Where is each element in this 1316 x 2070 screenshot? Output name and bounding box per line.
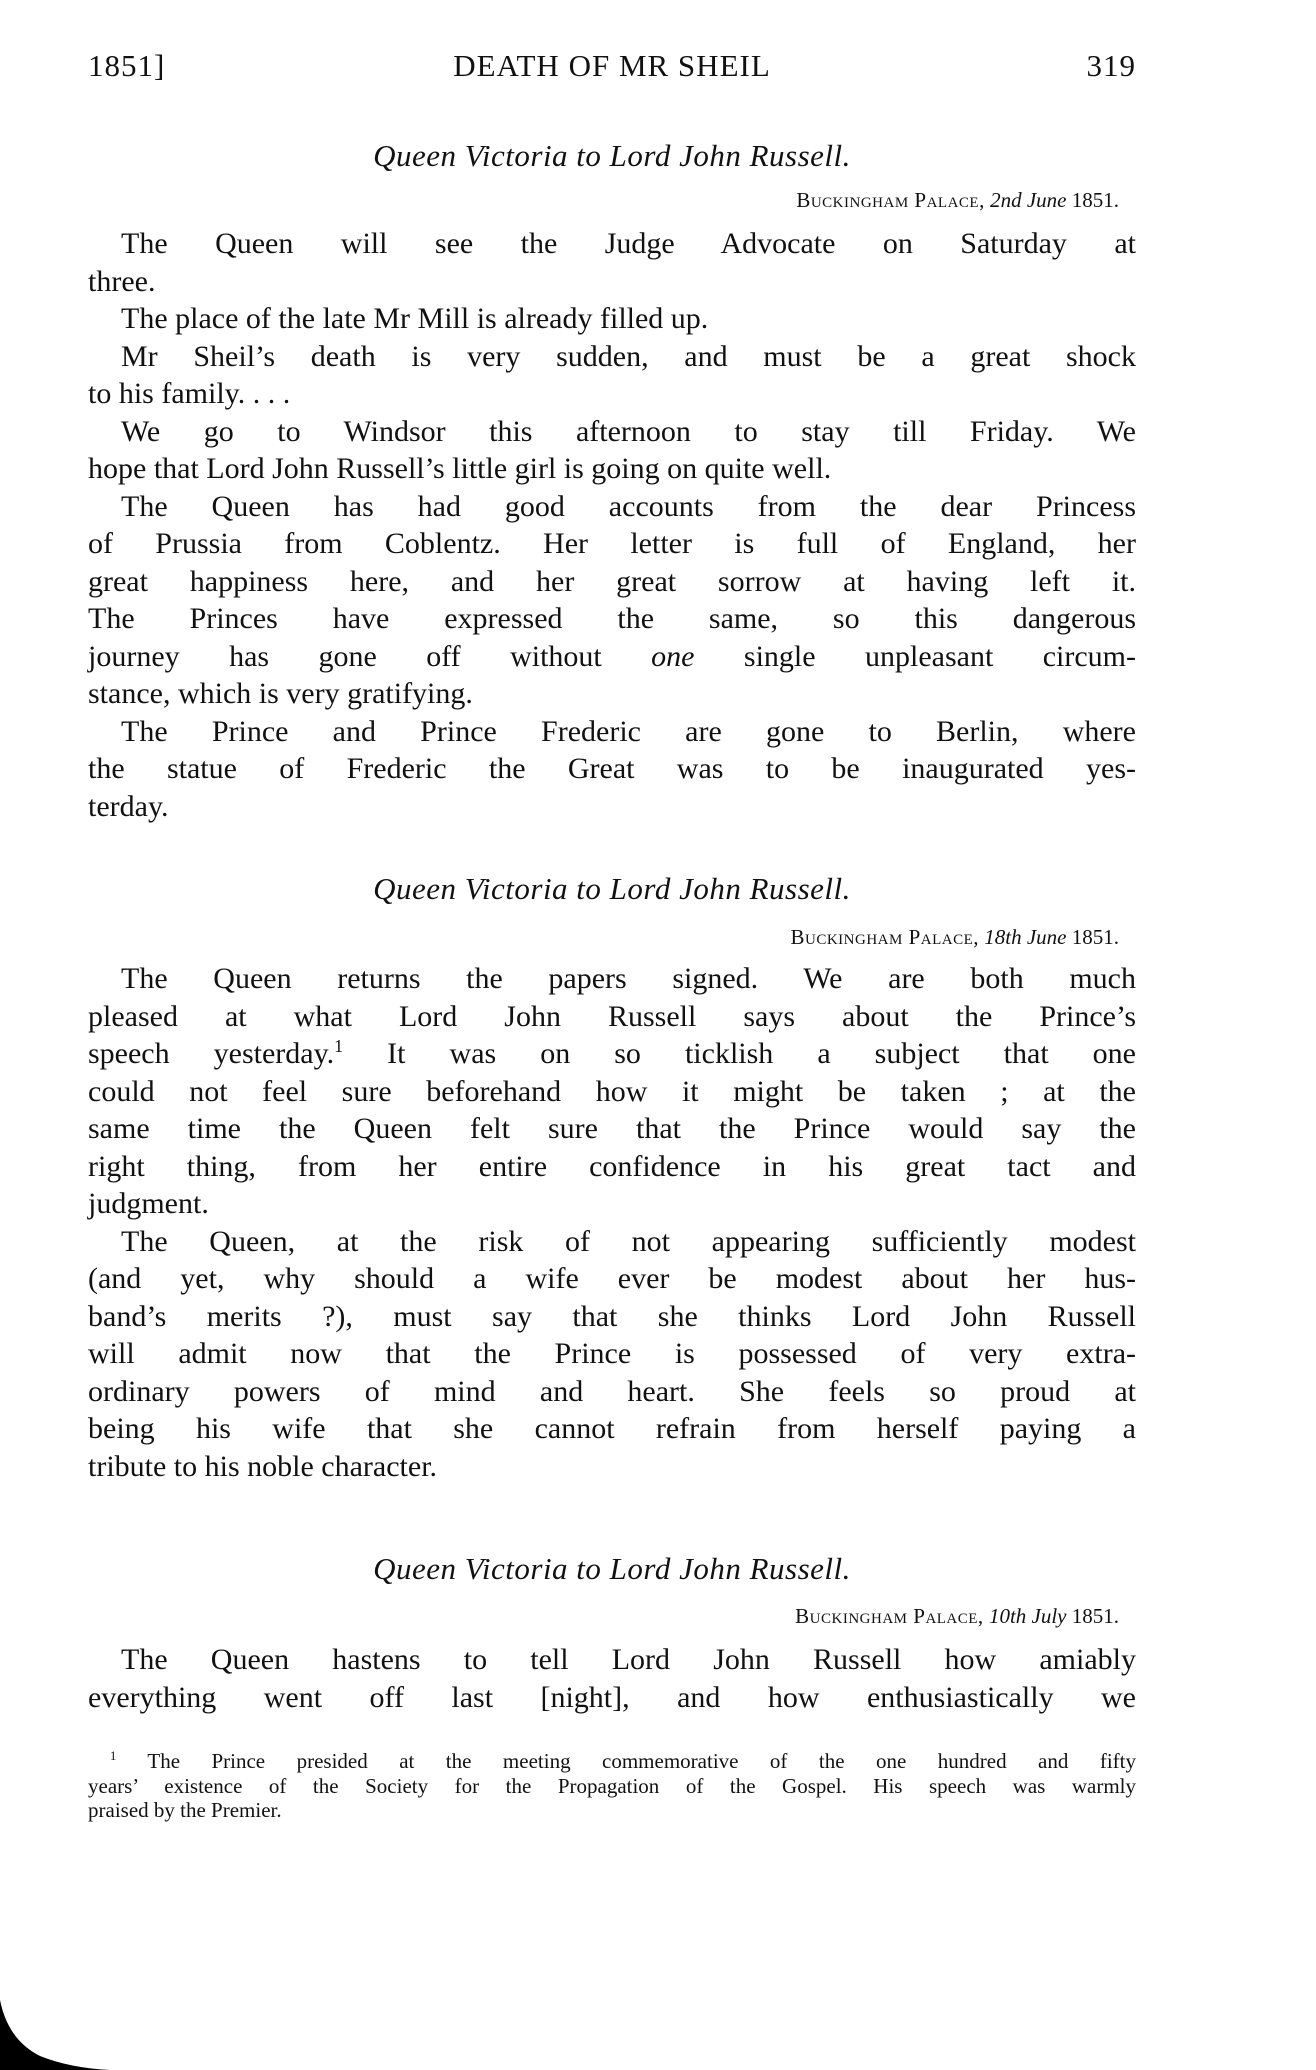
footnote (88, 1749, 1136, 1823)
text-line: terday. (88, 789, 169, 823)
text-line: same time the Queen felt sure that the Prince would say the (88, 1112, 1136, 1145)
text-line: years’ existence of the Society for the Propagation of the Gospel. His speech was warmly (88, 1773, 1136, 1798)
text-line: will admit now that the Prince is possessed of very extra- (88, 1337, 1136, 1370)
text-segment: one (651, 639, 695, 673)
header-title: DEATH OF MR SHEIL (453, 48, 771, 83)
text-line: The Queen has had good accounts from the dear Princess (121, 489, 1136, 523)
text-line: (and yet, why should a wife ever be modest about her hus- (88, 1262, 1136, 1295)
text-segment: journey has gone off without (88, 639, 652, 673)
text-line: the statue of Frederic the Great was to be inaugurated yes- (88, 752, 1136, 785)
text-line: everything went off last [night], and how enthusiastically we (88, 1680, 1136, 1714)
text-line: great happiness here, and her great sorrow at having left it. (88, 564, 1136, 598)
header-year: 1851] (88, 48, 166, 83)
text-line: praised by the Premier. (88, 1798, 282, 1822)
dateline-year: 1851. (1071, 1604, 1119, 1628)
text-line: ordinary powers of mind and heart. She feels so proud at (88, 1374, 1136, 1408)
text-line: The Prince and Prince Frederic are gone to Berlin, where (121, 714, 1136, 748)
letter-1-body (88, 225, 1136, 825)
scan-edge-shadow (0, 1990, 110, 2070)
letter-3-dateline (795, 1604, 1119, 1629)
letter-2-body (88, 960, 1136, 1485)
text-line (88, 638, 1136, 676)
dateline-date: 2nd June (990, 188, 1067, 212)
text-line: of Prussia from Coblentz. Her letter is full of England, her (88, 527, 1136, 560)
text-line: The Queen hastens to tell Lord John Russell how amiably (121, 1643, 1136, 1676)
running-header (88, 48, 1136, 88)
text-line: band’s merits ?), must say that she thinks Lord John Russell (88, 1299, 1136, 1333)
dateline-year: 1851. (1071, 188, 1119, 212)
text-line (88, 1035, 1136, 1073)
text-line: Mr Sheil’s death is very sudden, and must be a great shock (121, 339, 1136, 373)
dateline-place: Buckingham Palace, (796, 188, 985, 212)
dateline-place: Buckingham Palace, (795, 1604, 984, 1628)
dateline-year: 1851. (1071, 925, 1119, 949)
text-line: stance, which is very gratifying. (88, 677, 473, 710)
footnote-marker: 1 (110, 1749, 117, 1763)
letter-1-dateline (796, 188, 1119, 213)
page-number: 319 (1086, 48, 1136, 83)
text-segment: It was on so ticklish a subject that one (343, 1037, 1137, 1070)
text-line: The Princes have expressed the same, so this dangerous (88, 602, 1136, 635)
text-segment: The Prince presided at the meeting commemorative of the one hundred and fifty (116, 1749, 1136, 1773)
text-line: The Queen returns the papers signed. We are both much (121, 962, 1136, 995)
text-line (88, 1749, 1136, 1774)
text-line: The Queen will see the Judge Advocate on Saturday at (121, 227, 1136, 260)
text-line: The place of the late Mr Mill is already filled up. (121, 302, 709, 335)
footnote-marker: 1 (334, 1036, 344, 1056)
text-line: judgment. (88, 1187, 209, 1220)
letter-1-title: Queen Victoria to Lord John Russell. (373, 138, 851, 173)
text-line: We go to Windsor this afternoon to stay till Friday. We (121, 414, 1136, 448)
dateline-place: Buckingham Palace, (790, 925, 980, 949)
letter-2-dateline (791, 925, 1120, 950)
text-line: pleased at what Lord John Russell says about the Prince’s (88, 999, 1136, 1033)
dateline-date: 18th June (984, 925, 1067, 949)
text-line: right thing, from her entire confidence in his great tact and (88, 1149, 1136, 1183)
text-line: hope that Lord John Russell’s little girl is going on quite well. (88, 452, 832, 485)
letter-2-title: Queen Victoria to Lord John Russell. (373, 871, 851, 906)
text-line: to his family. . . . (88, 377, 291, 410)
letter-3-title: Queen Victoria to Lord John Russell. (373, 1551, 851, 1586)
text-line: tribute to his noble character. (88, 1449, 438, 1483)
text-line: The Queen, at the risk of not appearing sufficiently modest (121, 1224, 1136, 1258)
text-line: being his wife that she cannot refrain from herself paying a (88, 1412, 1136, 1445)
text-segment: speech yesterday. (88, 1037, 335, 1070)
text-segment: single unpleasant circum- (694, 639, 1136, 673)
letter-3-body (88, 1641, 1136, 1716)
dateline-date: 10th July (988, 1604, 1067, 1628)
text-line: three. (88, 264, 156, 298)
text-line: could not feel sure beforehand how it might be taken ; at the (88, 1074, 1136, 1108)
